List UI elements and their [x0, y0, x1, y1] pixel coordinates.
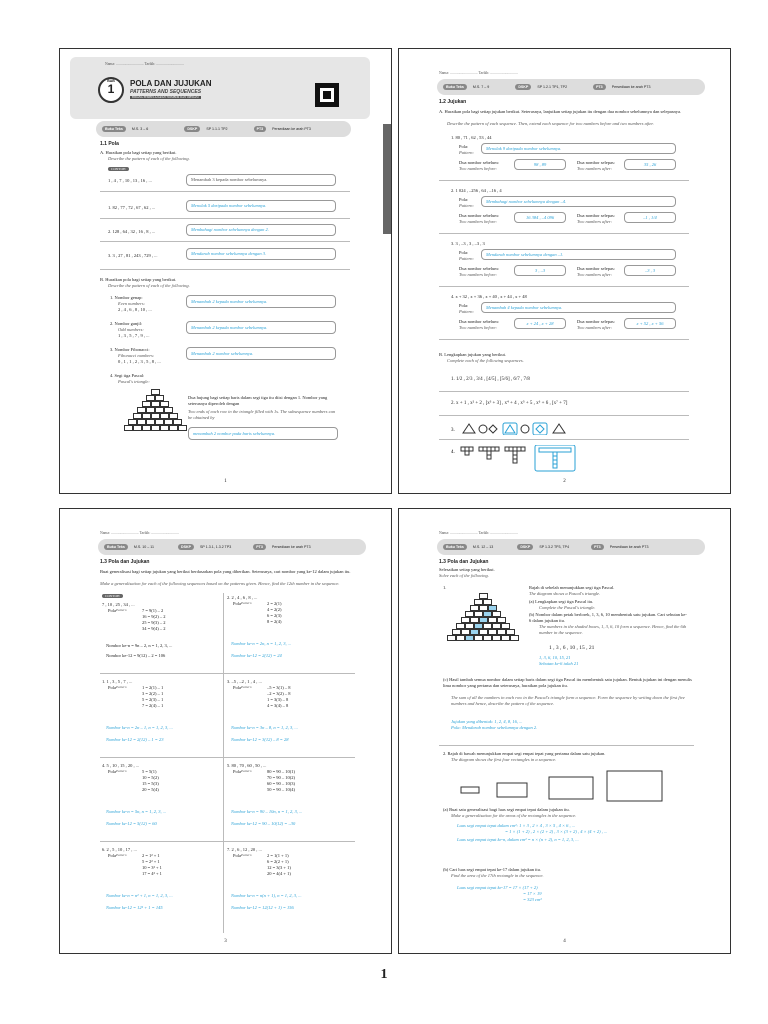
shape-sequence-icon: [451, 421, 591, 435]
before-label-en: Two numbers before:: [459, 166, 497, 171]
before-label: Dua nombor sebelum:: [459, 213, 499, 218]
pascal-cell: [474, 635, 483, 641]
q2b-answer: Luas segi empat tepat ke-17 = 17 × (17 + 2): [457, 885, 538, 890]
before-label-en: Two numbers before:: [459, 272, 497, 277]
q2b-answer-3: = 323 cm²: [523, 897, 542, 902]
generalisation: Nombor ke-n = n² + 1, n = 1, 2, 3, ...: [106, 893, 173, 898]
pattern-line: 4 = 2(2): [267, 607, 282, 612]
after-label: Dua nombor selepas:: [577, 160, 615, 165]
pattern-line: 17 = 4² + 1: [142, 871, 162, 876]
pattern-line: 70 = 90 – 10(2): [267, 775, 296, 780]
name-line: Nama: ............................. Tarikh: .............................: [439, 71, 518, 75]
sequence-title: 4. x + 32 , x + 36 , x + 40 , x + 44 , x + 48: [451, 294, 527, 299]
question-a: A. Huraikan pola bagi setiap yang berikut.: [100, 150, 177, 155]
q2a-en: Make a generalisation for the areas of the rectangles in the sequence.: [451, 813, 577, 818]
info-strip: Buku Teks M.S. 12 – 13 DSKP SP 1.3.2 TP3, TP4 PT3 Persediaan ke arah PT3: [437, 539, 705, 555]
question-b-en: Complete each of the following sequences.: [447, 358, 524, 363]
svg-text:3.: 3.: [451, 428, 455, 433]
q1b: (b) Nombor dalam petak berlorek, 1, 3, 6, 10 membentuk satu jujukan. Cari sebutan ke-6 dalam jujukan itu.: [529, 612, 687, 623]
pattern-line: 7 = 9(1) – 2: [142, 608, 164, 613]
pattern-line: –2 = 3(2) – 8: [267, 691, 291, 696]
q1c-answer-2: Pola: Mendarab nombor sebelumnya dengan 2.: [451, 725, 538, 730]
twelfth-term: Nombor ke-12 = 5(12) = 60: [106, 821, 157, 826]
sequence-title: 3. 3 , –3 , 3 , –3 , 3: [451, 241, 485, 246]
sequence-title: 2. 1 024 , –256 , 64 , –16 , 4: [451, 188, 502, 193]
pattern-label: Pattern:: [459, 150, 474, 155]
worksheet-page-2: [398, 48, 731, 494]
q1c: (c) Hasil tambah semua nombor dalam setiap baris dalam segi tiga Pascal itu membentuk satu jujukan. Bentuk jujukan ini dengan menulis lima nombor yang pertama dan seterusnya, huraikan pola jujukan itu.: [443, 677, 692, 688]
pascal-cell: [447, 635, 456, 641]
after-label-en: Two numbers after:: [577, 325, 613, 330]
after-answer-box[interactable]: –3 , 3: [624, 265, 676, 276]
pattern-line: 4 = 3(4) – 8: [267, 703, 289, 708]
pascal-cell: [133, 425, 142, 431]
sequence-row: 1 , 4 , 7 , 10 , 13 , 16 , ...: [108, 178, 152, 183]
pola-label: Pola:: [459, 250, 469, 255]
after-label: Dua nombor selepas:: [577, 319, 615, 324]
pattern-line: 15 = 5(3): [142, 781, 159, 786]
pattern-line: 60 = 90 – 10(3): [267, 781, 296, 786]
info-strip: Buku Teks M.S. 10 – 11 DSKP SP 1.3.1, 1.3.2 TP3 PT3 Persediaan ke arah PT3: [98, 539, 366, 555]
example-tag: CONTOH: [108, 167, 129, 171]
q1b-sequence: 1 , 3 , 6 , 10 , 15 , 21: [549, 645, 595, 651]
sequence-title: 3. –5 , –2 , 1 , 4 , ...: [227, 679, 262, 684]
pascal-description-en: Two ends of each row in the triangle filled with 1s. The subsequence numbers can be obtained by: [188, 409, 336, 420]
answer-box[interactable]: Menambah 2 kepada nombor sebelumnya.: [186, 321, 336, 334]
pola-label: Pola:: [459, 303, 469, 308]
answer-box[interactable]: Menambah 2 kepada nombor sebelumnya.: [186, 295, 336, 308]
info-strip: Buku Teks M.S. 7 – 9 DSKP SP 1.2.1 TP1, TP2 PT3 Persediaan ke arah PT3: [437, 79, 705, 95]
pattern-line: –5 = 3(1) – 8: [267, 685, 291, 690]
before-answer-box[interactable]: x + 24 , x + 28: [514, 318, 566, 329]
pascal-cell: [169, 425, 178, 431]
pattern-line: 2 = 1² + 1: [142, 853, 160, 858]
q2: 2. Rajah di bawah menunjukkan empat segi empat tepat yang pertama dalam satu jujukan.: [443, 751, 606, 756]
sequence-title: 7. 2 , 6 , 12 , 20 , ...: [227, 847, 262, 852]
item-title-en: Fibonacci numbers:: [118, 353, 155, 358]
pattern-line: 10 = 5(2): [142, 775, 159, 780]
q1-text-en: The diagram shows a Pascal's triangle.: [529, 591, 601, 596]
pascal-cell: [483, 635, 492, 641]
fraction-sequence: 1. 1/2 , 2/3 , 3/4 , [4/5] , [5/6] , 6/7 , 7/8: [451, 377, 530, 382]
pattern-line: 2 = 2(1): [267, 601, 282, 606]
pattern-line: 5 = 2² + 1: [142, 859, 160, 864]
pola-label: Pola: [108, 853, 117, 858]
learning-area: BIDANG PEMBELAJARAN: NOMBOR DAN OPERASI: [132, 96, 199, 99]
item-title-en: Pascal's triangle:: [118, 379, 150, 384]
after-answer-box[interactable]: x + 52 , x + 56: [624, 318, 676, 329]
pattern-label: Pattern: [241, 769, 252, 773]
pattern-line: 20 = 5(4): [142, 787, 159, 792]
q1b-answer: 1, 3, 6, 10, 15, 21: [539, 655, 571, 660]
question-a-en: Describe the pattern of each of the following.: [108, 156, 190, 161]
before-label-en: Two numbers before:: [459, 325, 497, 330]
pascal-cell: [151, 425, 160, 431]
before-label: Dua nombor sebelum:: [459, 266, 499, 271]
answer-box[interactable]: Mendarab nombor sebelumnya dengan 3.: [186, 248, 336, 260]
sequence-title: 2. 2 , 4 , 6 , 8 , ...: [227, 595, 258, 600]
pattern-line: 80 = 90 – 10(1): [267, 769, 296, 774]
pola-label: Pola: [233, 853, 242, 858]
generalisation: Nombor ke-n = n(n + 1), n = 1, 2, 3, ...: [231, 893, 302, 898]
before-label-en: Two numbers before:: [459, 219, 497, 224]
question-number: 1.: [443, 585, 447, 590]
item-title: 3. Nombor Fibonacci:: [110, 347, 150, 352]
pola-label: Pola: [108, 769, 117, 774]
sequence-title: 1. 80 , 71 , 62 , 53 , 44: [451, 135, 492, 140]
chapter-badge: BAB 1: [98, 77, 124, 103]
pattern-label: Pattern: [241, 853, 252, 857]
answer-box[interactable]: menambah 2 nombor pada baris sebelumnya.: [188, 427, 338, 440]
pola-label: Pola: [233, 769, 242, 774]
q2-en: The diagram shows the first four rectangles in a sequence.: [451, 757, 557, 762]
section-title: 1.1 Pola: [100, 141, 119, 147]
question-a-en: Describe the pattern of each sequence. Then, extend each sequence for two numbers before and two numbers after.: [447, 121, 654, 126]
pattern-line: 34 = 9(4) – 2: [142, 626, 166, 631]
twelfth-term: Nombor ke-12 = 12(12 + 1) = 156: [231, 905, 294, 910]
q2b: (b) Cari luas segi empat tepat ke-17 dalam jujukan itu.: [443, 867, 541, 872]
q1b-answer-2: Sebutan ke-6 ialah 21: [539, 661, 579, 666]
pattern-line: 16 = 9(2) – 2: [142, 614, 166, 619]
pattern-label: Pattern:: [459, 256, 474, 261]
pola-answer-box[interactable]: Menambah 4 kepada nombor sebelumnya.: [481, 302, 676, 313]
pattern-label: Pattern:: [459, 203, 474, 208]
answer-box[interactable]: Membahagi nombor sebelumnya dengan 2.: [186, 224, 336, 236]
page-number: 2: [563, 478, 566, 484]
section-title: 1.3 Pola dan Jujukan: [439, 559, 489, 565]
name-line: Nama: ............................. Tarikh: .............................: [439, 531, 518, 535]
pattern-line: 5 = 2(3) – 1: [142, 697, 164, 702]
pola-answer-box[interactable]: Mendarab nombor sebelumnya dengan –1.: [481, 249, 676, 260]
pattern-line: 1 = 2(1) – 1: [142, 685, 164, 690]
instructions-en: Solve each of the following.: [439, 573, 489, 578]
before-answer-box[interactable]: 16 384 , –4 096: [514, 212, 566, 223]
document-page-number: 1: [380, 967, 388, 982]
pola-label: Pola: [233, 601, 242, 606]
pascal-cell: [501, 635, 510, 641]
q2a-answer: Luas segi empat tepat dalam cm²: 1 × 3 , 2 × 4 , 3 × 5 , 4 × 6 , ...: [457, 823, 576, 828]
question-b: B. Huraikan pola bagi setiap yang berikut.: [100, 277, 177, 282]
pattern-label: Pattern:: [459, 309, 474, 314]
page-number: 3: [224, 938, 227, 944]
before-label: Dua nombor sebelum:: [459, 160, 499, 165]
name-line: Nama: ............................. Tarikh: .............................: [105, 62, 184, 66]
chapter-title: POLA DAN JUJUKAN: [130, 79, 212, 88]
pattern-line: 50 = 90 – 10(4): [267, 787, 296, 792]
pascal-triangle: [120, 389, 190, 431]
before-answer-box[interactable]: 98 , 89: [514, 159, 566, 170]
pattern-line: 10 = 3² + 1: [142, 865, 162, 870]
pola-label: Pola:: [459, 144, 469, 149]
generalisation: Nombor ke-n = 5n, n = 1, 2, 3, ...: [106, 809, 167, 814]
chapter-subtitle: PATTERNS AND SEQUENCES: [130, 89, 202, 95]
item-sequence: 1 , 3 , 5 , 7 , 9 , ...: [118, 333, 150, 338]
pattern-label: Pattern: [116, 608, 127, 612]
q1c-answer: Jujukan yang dibentuk: 1, 2, 4, 8, 16, ...: [451, 719, 523, 724]
after-label-en: Two numbers after:: [577, 272, 613, 277]
q2a-answer-3: Luas segi empat tepat ke-n, dalam cm² = n × (n + 2), n = 1, 2, 3, ...: [457, 837, 579, 842]
twelfth-term: Nombor ke-12 = 2(12) – 1 = 23: [106, 737, 164, 742]
worksheet-page-3: [59, 508, 392, 954]
q1c-en: The sum of all the numbers in each row in the Pascal's triangle form a sequence. Form the sequence by writing down the first five numbers and hence, describe the pattern of the sequence.: [451, 695, 685, 706]
pascal-cell: [124, 425, 133, 431]
after-label-en: Two numbers after:: [577, 166, 613, 171]
q2a-answer-2: = 1 × (1 + 2) , 2 × (2 + 2) , 3 × (3 + 2) , 4 × (4 + 2) , ...: [505, 829, 608, 834]
pascal-cell: [142, 425, 151, 431]
pattern-label: Pattern: [116, 853, 127, 857]
item-title: 2. Nombor ganjil:: [110, 321, 143, 326]
pattern-line: 20 = 4(4 + 1): [267, 871, 291, 876]
after-label: Dua nombor selepas:: [577, 266, 615, 271]
pattern-line: 6 = 2(3): [267, 613, 282, 618]
item-title-en: Odd numbers:: [118, 327, 144, 332]
block-sequence-icon: [451, 445, 601, 475]
pattern-label: Pattern: [116, 685, 127, 689]
sequence-row: 2. 128 , 64 , 32 , 16 , 8 , ...: [108, 229, 156, 234]
page-number: 4: [563, 938, 566, 944]
pola-label: Pola: [108, 608, 117, 613]
after-answer-box[interactable]: 35 , 26: [624, 159, 676, 170]
q2b-en: Find the area of the 17th rectangle in the sequence.: [451, 873, 544, 878]
instructions: Buat generalisasi bagi setiap jujukan yang berikut berdasarkan pola yang diberikan. Seterusnya, cari nombor yang ke-12 dalam jujukan itu.: [100, 569, 351, 574]
answer-box[interactable]: Menambah 3 kepada nombor sebelumnya.: [186, 174, 336, 186]
instructions: Selesaikan setiap yang berikut.: [439, 567, 495, 572]
item-sequence: 0 , 1 , 1 , 2 , 3 , 5 , 8 , ...: [118, 359, 161, 364]
twelfth-term: Nombor ke-12 = 90 – 10(12) = –30: [231, 821, 296, 826]
section-title: 1.2 Jujukan: [439, 99, 467, 105]
name-line: Nama: ............................. Tarikh: .............................: [100, 531, 179, 535]
rectangles-diagram: [457, 767, 667, 803]
sequence-title: 4. 5 , 10 , 15 , 20 , ...: [102, 763, 140, 768]
generalisation: Nombor ke-n = 2n, n = 1, 2, 3, ...: [231, 641, 292, 646]
sequence-row: 1. 82 , 77 , 72 , 67 , 62 , ...: [108, 205, 156, 210]
worksheet-page-4: [398, 508, 731, 954]
pattern-label: Pattern: [116, 769, 127, 773]
answer-box[interactable]: Menolak 5 daripada nombor sebelumnya.: [186, 200, 336, 212]
generalisation: Nombor ke-n = 9n – 2, n = 1, 2, 3, ...: [106, 643, 173, 648]
block-sequence: [451, 445, 601, 477]
pascal-cell: [465, 635, 474, 641]
pattern-line: 2 = 1(1 + 1): [267, 853, 289, 858]
pascal-cell: [510, 635, 519, 641]
page-number: 1: [224, 478, 227, 484]
q1a-en: Complete the Pascal's triangle.: [539, 605, 596, 610]
before-answer-box[interactable]: 3 , –3: [514, 265, 566, 276]
pascal-cell: [160, 425, 169, 431]
pascal-triangle: [443, 593, 523, 641]
pattern-line: 12 = 3(3 + 1): [267, 865, 291, 870]
twelfth-term: Nombor ke-12 = 3(12) – 8 = 28: [231, 737, 289, 742]
qr-code-icon: [315, 83, 339, 107]
item-title-en: Even numbers:: [118, 301, 146, 306]
question-a: A. Huraikan pola bagi setiap jujukan berikut. Seterusnya, lanjutkan setiap jujukan itu dengan dua nombor sebelumnya dan selepasnya.: [439, 109, 682, 114]
pola-label: Pola: [108, 685, 117, 690]
item-title: 1. Nombor genap:: [110, 295, 143, 300]
q1a: (a) Lengkapkan segi tiga Pascal itu.: [529, 599, 594, 604]
after-answer-box[interactable]: –1 , 1/4: [624, 212, 676, 223]
example-tag: CONTOH: [102, 594, 123, 598]
pattern-line: 5 = 5(1): [142, 769, 157, 774]
q2a: (a) Buat satu generalisasi bagi luas segi empat tepat dalam jujukan itu.: [443, 807, 570, 812]
pola-label: Pola: [233, 685, 242, 690]
pola-label: Pola:: [459, 197, 469, 202]
twelfth-term: Nombor ke-12 = 12² + 1 = 145: [106, 905, 163, 910]
power-sequence: 2. x + 1 , x² + 2 , [x³ + 3] , x⁴ + 4 , x⁵ + 5 , x⁶ + 6 , [x⁷ + 7]: [451, 401, 568, 406]
question-b: B. Lengkapkan jujukan yang berikut.: [439, 352, 506, 357]
answer-box[interactable]: Menambah 2 nombor sebelumnya.: [186, 347, 336, 360]
question-b-en: Describe the pattern of each of the following.: [108, 283, 190, 288]
generalisation: Nombor ke-n = 2n – 1, n = 1, 2, 3, ...: [106, 725, 173, 730]
sequence-title: 5. 80 , 70 , 60 , 50 , ...: [227, 763, 267, 768]
pascal-cell: [492, 635, 501, 641]
sequence-row: 3. 3 , 27 , 81 , 243 , 729 , ...: [108, 253, 158, 258]
item-title: 4. Segi tiga Pascal:: [110, 373, 145, 378]
sequence-title: 7 , 10 , 25 , 34 , ...: [102, 602, 135, 607]
pola-answer-box[interactable]: Menolak 9 daripada nombor sebelumnya.: [481, 143, 676, 154]
twelfth-term: Nombor ke-12 = 2(12) = 24: [231, 653, 282, 658]
pattern-label: Pattern: [241, 685, 252, 689]
worksheet-page-1: [59, 48, 392, 494]
sequence-title: 1. 1 , 3 , 5 , 7 , ...: [102, 679, 133, 684]
pascal-description: Dua hujung bagi setiap baris dalam segi tiga itu diisi dengan 1. Nombor yang seterusnya diperoleh dengan: [188, 395, 328, 406]
q2b-answer-2: = 17 × 19: [523, 891, 542, 896]
pattern-line: 3 = 2(2) – 1: [142, 691, 164, 696]
sequence-title: 6. 2 , 5 , 10 , 17 , ...: [102, 847, 137, 852]
section-title: 1.3 Pola dan Jujukan: [100, 559, 150, 565]
pattern-line: 8 = 2(4): [267, 619, 282, 624]
q1b-en: The numbers in the shaded boxes, 1, 3, 6, 10 form a sequence. Hence, find the 6th number in the sequence.: [539, 624, 687, 635]
generalisation: Nombor ke-n = 3n – 8, n = 1, 2, 3, ...: [231, 725, 298, 730]
instructions-en: Make a generalisation for each of the following sequences based on the patterns given. Hence, find the 12th number in the sequence.: [100, 581, 340, 586]
side-tab: [383, 124, 391, 234]
svg-text:4.: 4.: [451, 450, 455, 455]
twelfth-term: Nombor ke-12 = 9(12) – 2 = 106: [106, 653, 166, 658]
q1-text: Rajah di sebelah menunjukkan segi tiga Pascal.: [529, 585, 615, 590]
pattern-line: 1 = 3(3) – 8: [267, 697, 289, 702]
pascal-cell: [178, 425, 187, 431]
pattern-line: 6 = 2(2 + 1): [267, 859, 289, 864]
info-strip: Buku Teks M.S. 3 – 6 DSKP SP 1.1.1 TP2 PT3 Persediaan ke arah PT3: [96, 121, 351, 137]
generalisation: Nombor ke-n = 90 – 10n, n = 1, 2, 3, ...: [231, 809, 303, 814]
shape-sequence: [451, 421, 591, 438]
pola-answer-box[interactable]: Membahagi nombor sebelumnya dengan –4.: [481, 196, 676, 207]
pattern-label: Pattern: [241, 601, 252, 605]
after-label-en: Two numbers after:: [577, 219, 613, 224]
item-sequence: 2 , 4 , 6 , 8 , 10 , ...: [118, 307, 152, 312]
after-label: Dua nombor selepas:: [577, 213, 615, 218]
pattern-line: 25 = 9(3) – 2: [142, 620, 166, 625]
pattern-line: 7 = 2(4) – 1: [142, 703, 164, 708]
before-label: Dua nombor sebelum:: [459, 319, 499, 324]
pascal-cell: [456, 635, 465, 641]
